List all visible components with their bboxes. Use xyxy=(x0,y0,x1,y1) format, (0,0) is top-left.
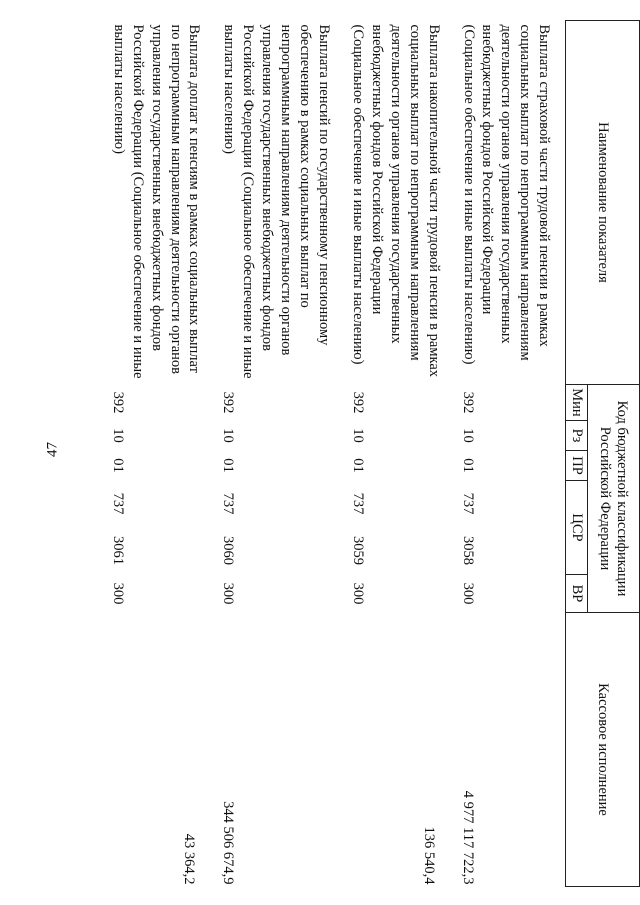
row-pr: 01 xyxy=(459,458,476,473)
row-name: Выплата накопительной части трудовой пенсии в рамках социальных выплат по непрограммным направлениям деятельности органов управления государственных внебюджетных фондов Российской Федерации (Социальное обеспечение и иные выплаты населению) xyxy=(350,24,442,378)
table-row xyxy=(105,21,215,887)
table-row xyxy=(455,21,566,887)
row-vr: 300 xyxy=(110,582,127,605)
row-rz: 10 xyxy=(220,428,237,443)
row-rz: 10 xyxy=(459,428,476,443)
row-csr-a: 737 xyxy=(349,492,366,515)
row-vr: 300 xyxy=(349,582,366,605)
row-vr: 300 xyxy=(459,582,476,605)
rotated-page xyxy=(36,20,640,886)
header-rz: Рз xyxy=(566,421,588,451)
row-csr-a: 737 xyxy=(110,492,127,515)
row-vr: 300 xyxy=(220,582,237,605)
header-pr: ПР xyxy=(566,451,588,481)
row-pr: 01 xyxy=(110,458,127,473)
row-csr-b: 3060 xyxy=(220,536,237,565)
table-row xyxy=(216,21,345,887)
header-code-group: Код бюджетной классификации Российской Федерации xyxy=(588,385,640,613)
table-header xyxy=(566,21,640,887)
row-csr-b: 3061 xyxy=(110,536,127,565)
header-csr: ЦСР xyxy=(566,481,588,575)
row-csr-b: 3059 xyxy=(349,536,366,565)
row-rz: 10 xyxy=(110,428,127,443)
row-amount: 344 506 674,9 xyxy=(220,801,237,885)
row-name: Выплата доплат к пенсиям в рамках социальных выплат по непрограммным направлениям деятельности органов управления государственных внебюджетных фондов Российской Федерации (Социальное обеспечение и иные выплаты населению) xyxy=(111,24,203,379)
row-pr: 01 xyxy=(220,458,237,473)
row-amount: 4 977 117 722,3 xyxy=(459,790,476,885)
row-pr: 01 xyxy=(349,458,366,473)
row-min: 392 xyxy=(110,391,127,414)
row-min: 392 xyxy=(459,391,476,414)
header-amount: Кассовое исполнение xyxy=(566,613,640,887)
row-rz: 10 xyxy=(349,428,366,443)
budget-table xyxy=(105,20,640,887)
header-name: Наименование показателя xyxy=(566,21,640,385)
row-min: 392 xyxy=(349,391,366,414)
header-min: Мин xyxy=(566,385,588,421)
table-row xyxy=(345,21,455,887)
page-number: 47 xyxy=(44,442,61,457)
row-csr-a: 737 xyxy=(459,492,476,515)
row-name: Выплата пенсий по государственному пенсионному обеспечению в рамках социальных выплат по непрограммным направлениям деятельности органов управления государственных внебюджетных фондов Российской Федерации (Социальное обеспечение и иные выплаты населению) xyxy=(221,24,332,379)
row-amount: 43 364,2 xyxy=(181,833,198,885)
row-min: 392 xyxy=(220,391,237,414)
header-vr: ВР xyxy=(566,575,588,613)
row-amount: 136 540,4 xyxy=(420,826,437,885)
row-csr-b: 3058 xyxy=(459,536,476,565)
row-name: Выплата страховой части трудовой пенсии в рамках социальных выплат по непрограммным направлениям деятельности органов управления государственных внебюджетных фондов Российской Федерации (Социальное обеспечение и иные выплаты населению) xyxy=(460,24,552,365)
row-csr-a: 737 xyxy=(220,492,237,515)
